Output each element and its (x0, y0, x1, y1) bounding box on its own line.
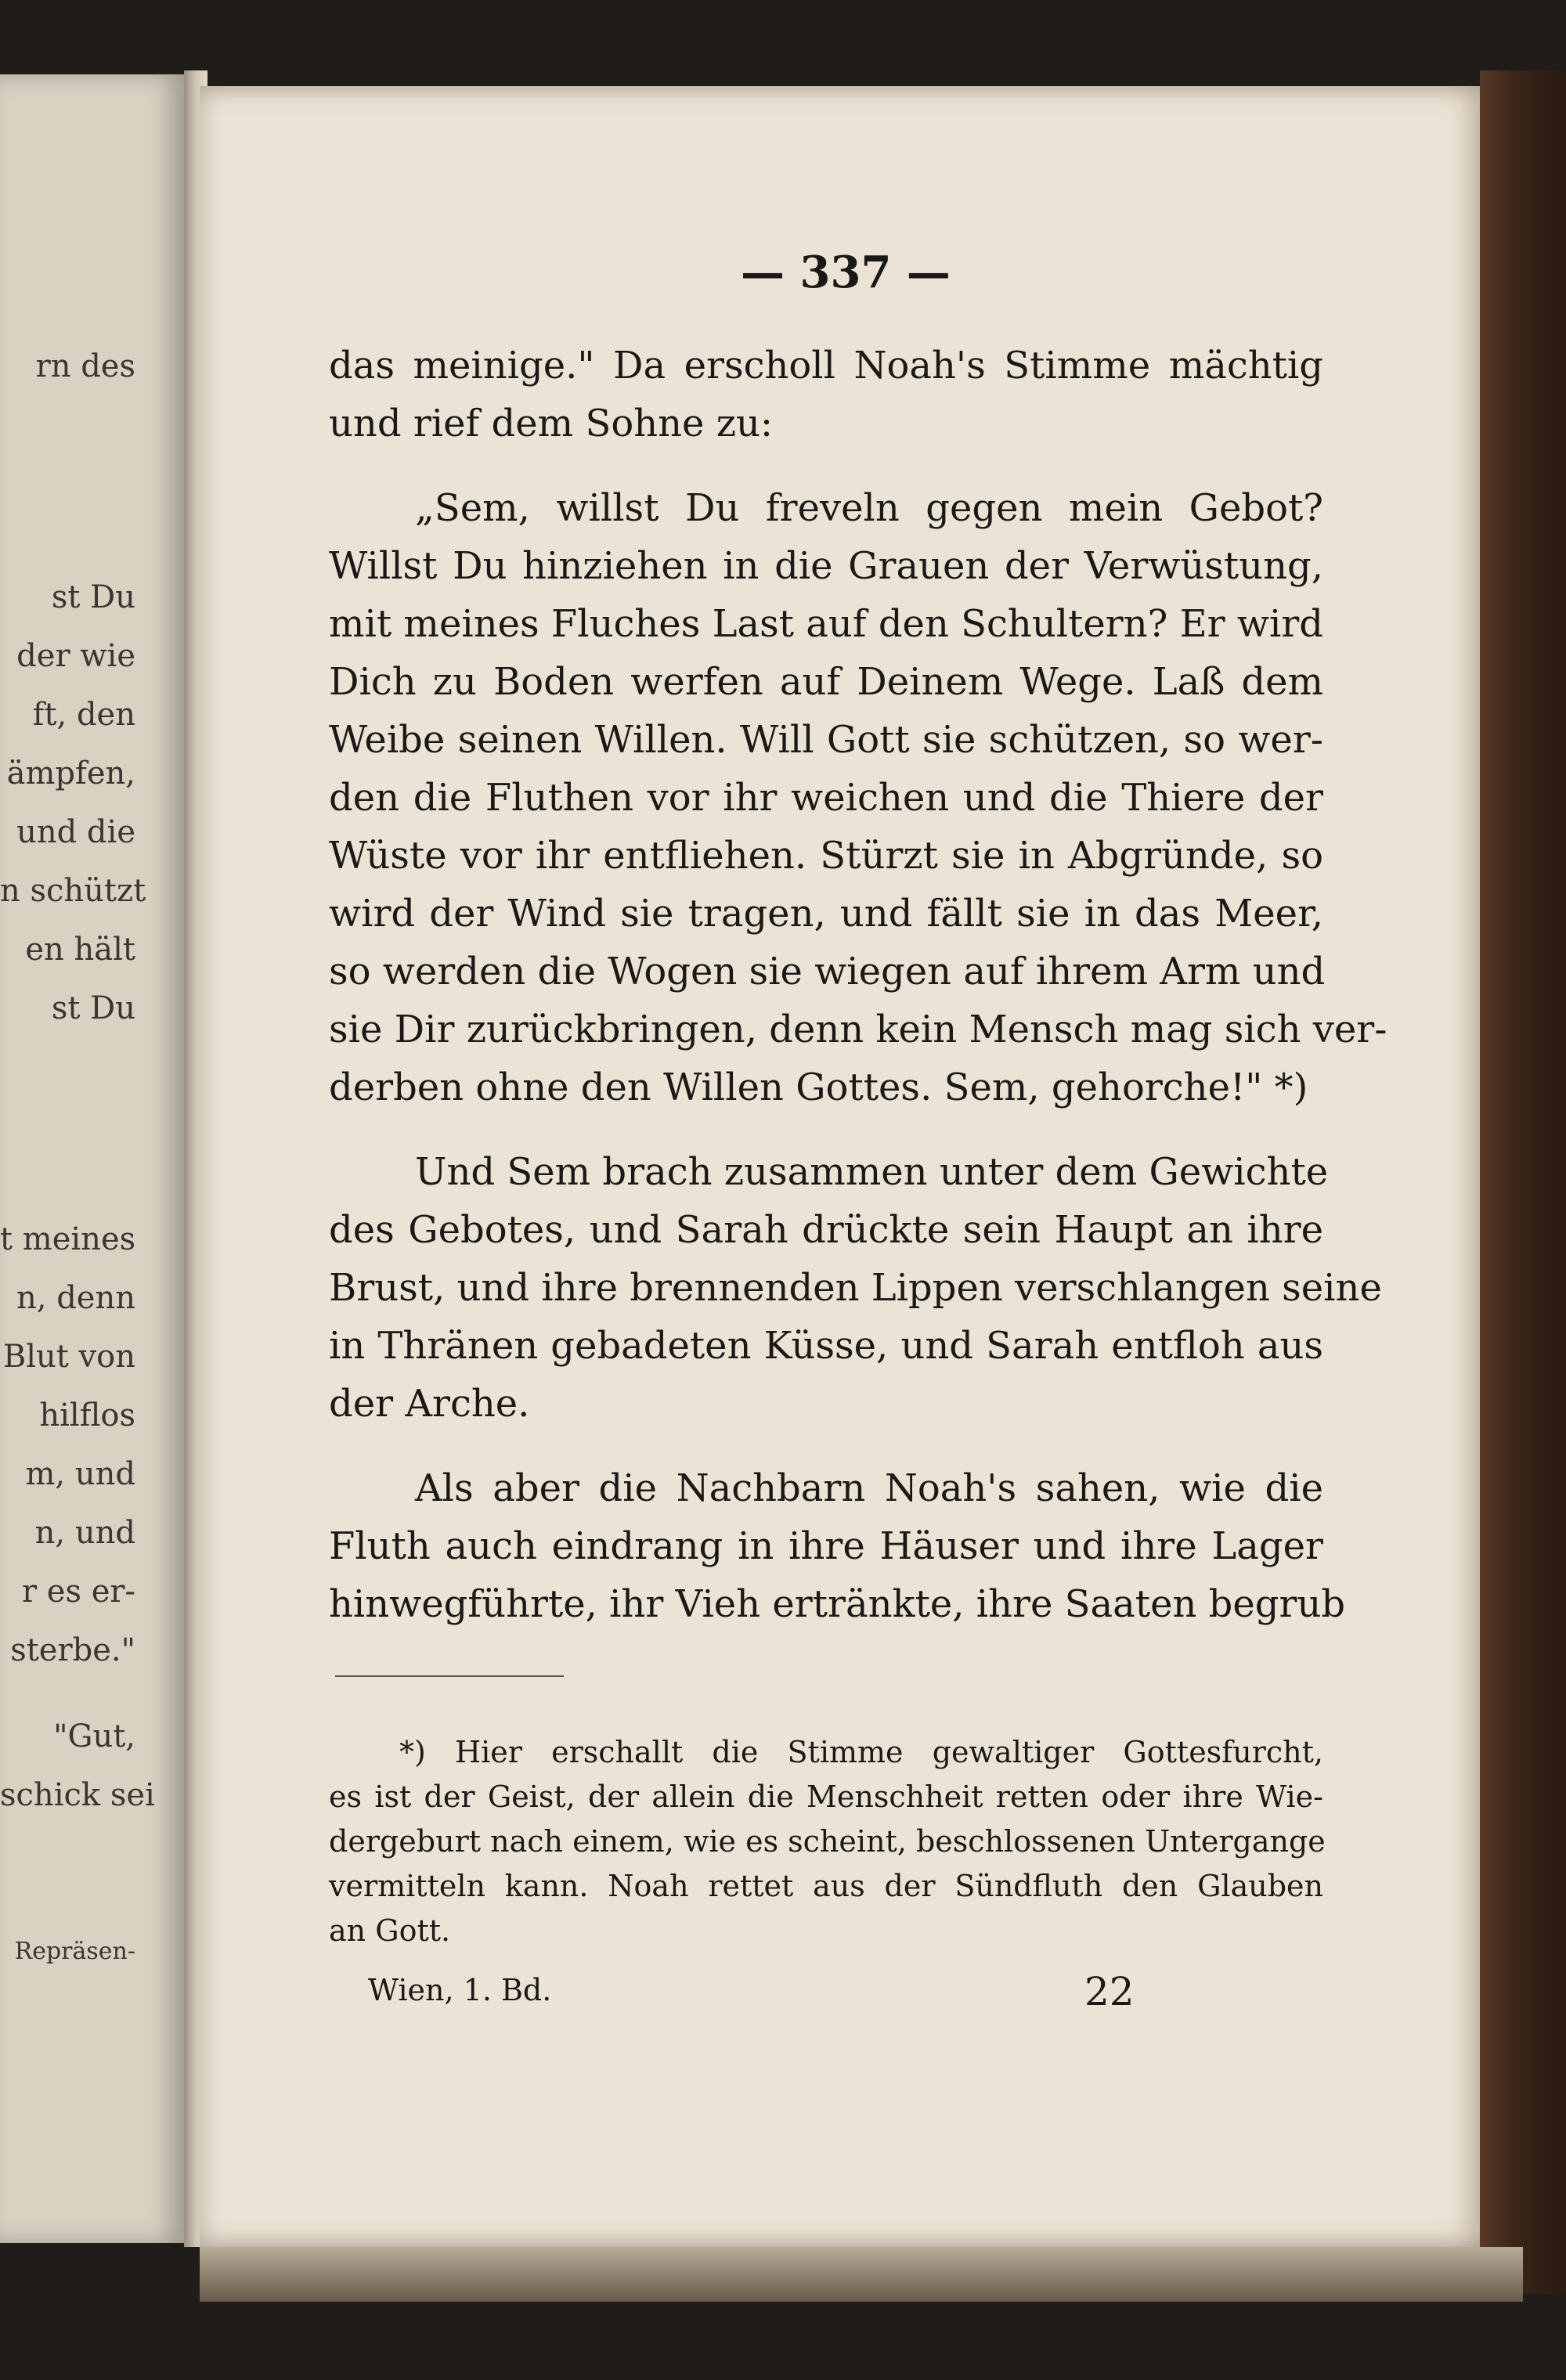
book-cover-edge (1480, 70, 1566, 2294)
left-fragment: r es er- (21, 1574, 135, 1610)
text-line: und rief dem Sohne zu: (329, 402, 774, 445)
text-line: Willst Du hinziehen in die Grauen der Verwüstung, (329, 544, 1323, 588)
left-fragment: "Gut, (53, 1718, 135, 1754)
left-fragment: n, denn (16, 1280, 135, 1316)
footnote-line: an Gott. (329, 1913, 451, 1948)
left-page (0, 74, 184, 2243)
text-line: sie Dir zurückbringen, denn kein Mensch mag sich ver- (329, 1008, 1387, 1051)
text-line: hinwegführte, ihr Vieh ertränkte, ihre Saaten begrub (329, 1582, 1346, 1626)
left-fragment: en hält (25, 932, 135, 968)
footnote-line: dergeburt nach einem, wie es scheint, beschlossenen Untergange (329, 1824, 1326, 1859)
text-line: Dich zu Boden werfen auf Deinem Wege. Laß dem (329, 660, 1323, 704)
paragraph (329, 1143, 1382, 1433)
text-line: Fluth auch eindrang in ihre Häuser und ihre Lager (329, 1524, 1323, 1568)
book-bottom-edge (200, 2247, 1523, 2302)
left-fragment: ämpfen, (6, 755, 135, 792)
paragraph (329, 479, 1387, 1116)
text-line: Weibe seinen Willen. Will Gott sie schützen, so wer- (329, 718, 1323, 762)
left-fragment: und die (16, 814, 135, 850)
text-line: Als aber die Nachbarn Noah's sahen, wie die (415, 1466, 1323, 1510)
footnote-line: *) Hier erschallt die Stimme gewaltiger Gottesfurcht, (399, 1735, 1323, 1769)
left-fragment: hilflos (39, 1397, 135, 1433)
sheet-number: 22 (1084, 1969, 1135, 2014)
left-fragment: st Du (51, 990, 135, 1026)
text-line: des Gebotes, und Sarah drückte sein Haupt an ihre (329, 1208, 1323, 1252)
text-line: Und Sem brach zusammen unter dem Gewichte (415, 1150, 1329, 1194)
text-line: derben ohne den Willen Gottes. Sem, gehorche!" *) (329, 1066, 1308, 1109)
text-line: so werden die Wogen sie wiegen auf ihrem Arm und (329, 950, 1326, 993)
text-line: den die Fluthen vor ihr weichen und die Thiere der (329, 776, 1323, 820)
left-fragment: sterbe." (10, 1632, 135, 1668)
left-fragment: m, und (25, 1456, 135, 1492)
left-fragment: st Du (51, 579, 135, 615)
text-line: das meinige." Da erscholl Noah's Stimme mächtig (329, 344, 1323, 388)
body-text (329, 337, 1387, 1633)
left-fragment: n schützt (0, 873, 146, 909)
footnote-rule (335, 1675, 564, 1677)
text-line: in Thränen gebadeten Küsse, und Sarah entfloh aus (329, 1324, 1323, 1368)
left-fragment: Blut von (2, 1339, 135, 1375)
left-fragment: schick sei (0, 1777, 155, 1813)
page-number: — 337 — (741, 247, 951, 298)
text-line: Wüste vor ihr entfliehen. Stürzt sie in Abgründe, so (329, 834, 1323, 878)
left-fragment: der wie (16, 638, 135, 674)
paragraph (329, 337, 1323, 453)
left-fragment: rn des (35, 348, 135, 384)
text-line: wird der Wind sie tragen, und fällt sie in das Meer, (329, 892, 1323, 936)
paragraph (329, 1459, 1346, 1633)
left-fragment: Repräsen- (14, 1938, 135, 1965)
left-fragment: n, und (34, 1515, 135, 1551)
footnote (329, 1730, 1326, 1953)
left-fragment: ft, den (32, 697, 135, 733)
text-line: „Sem, willst Du freveln gegen mein Gebot? (415, 486, 1323, 530)
footnote-line: vermitteln kann. Noah rettet aus der Sündfluth den Glauben (329, 1869, 1323, 1903)
text-line: mit meines Fluches Last auf den Schultern? Er wird (329, 602, 1323, 646)
left-fragment: t meines (0, 1221, 136, 1257)
text-line: Brust, und ihre brennenden Lippen verschlangen seine (329, 1266, 1382, 1310)
signature-mark: Wien, 1. Bd. (368, 1973, 552, 2007)
footnote-line: es ist der Geist, der allein die Menschheit retten oder ihre Wie- (329, 1780, 1323, 1814)
text-line: der Arche. (329, 1382, 530, 1426)
